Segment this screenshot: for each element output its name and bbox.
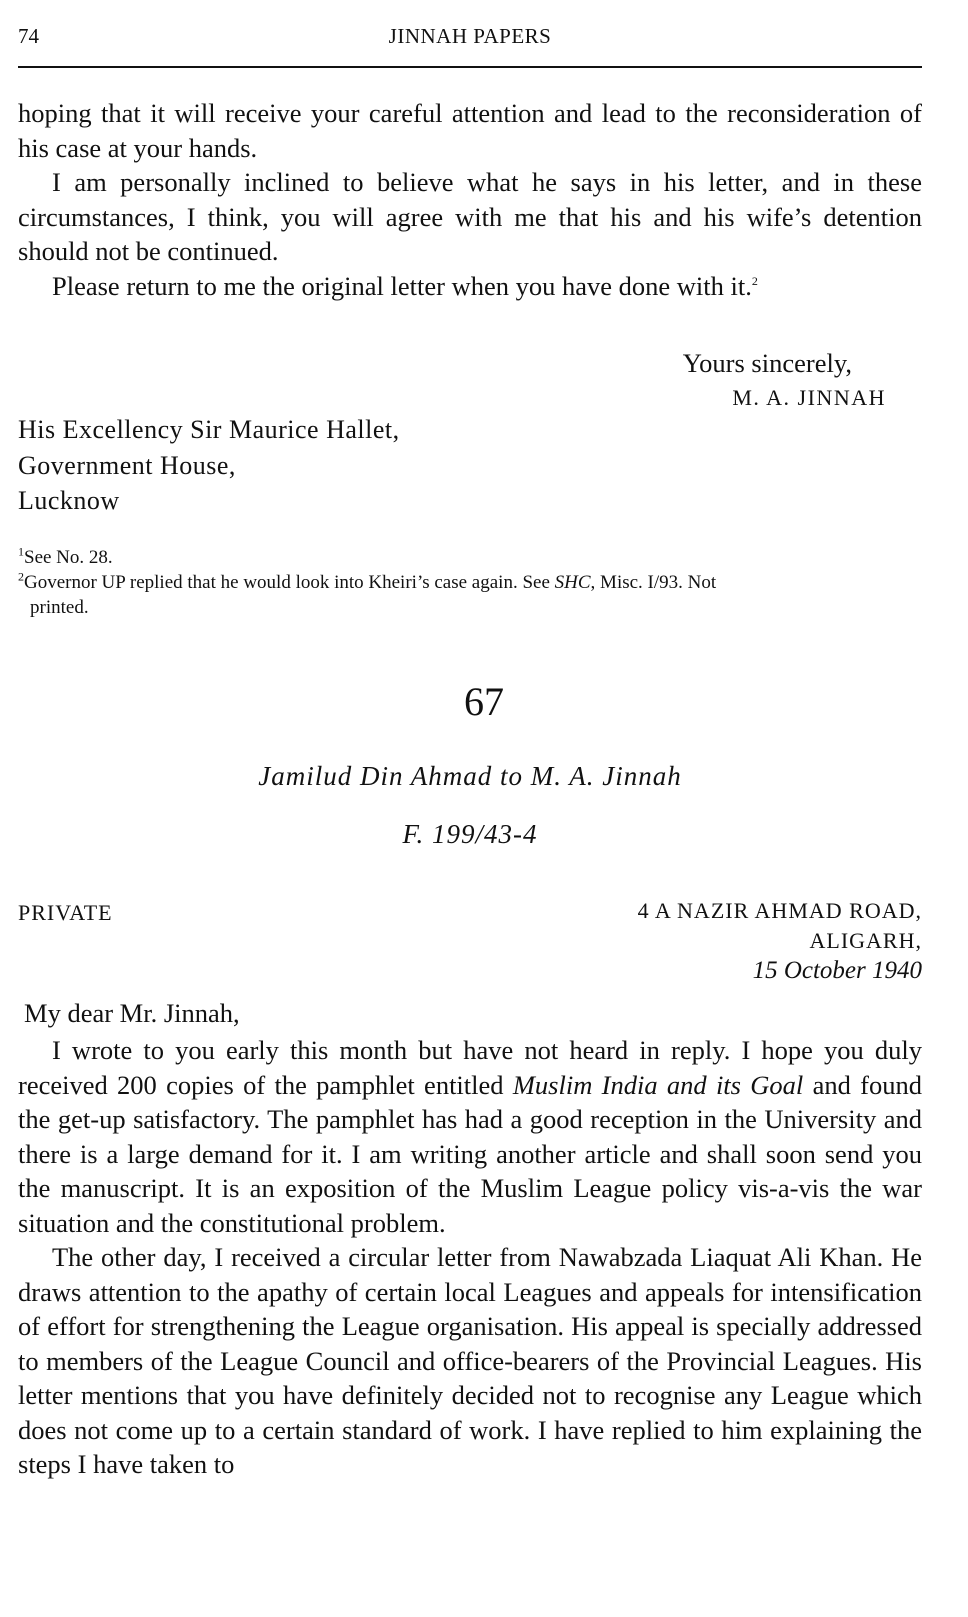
footnote-1-text: See No. 28.: [24, 547, 113, 568]
footnote-2-italic: SHC: [554, 572, 591, 593]
address-line-2: ALIGARH,: [809, 928, 922, 953]
document-title: Jamilud Din Ahmad to M. A. Jinnah: [258, 761, 682, 791]
footnote-1-mark: 1: [18, 544, 24, 559]
letter-paragraph-1-a: I wrote to you early this month but have not heard in reply. I hope you duly received 200 copies of the pamphlet entitled: [18, 1035, 922, 1100]
prev-paragraph-3-text: Please return to me the original letter when you have done with it.: [52, 270, 752, 301]
prev-paragraph-1: hoping that it will receive your careful attention and lead to the reconsideration of his case at your hands.: [18, 98, 922, 163]
classification-label: PRIVATE: [18, 900, 113, 925]
addressee-line-3: Lucknow: [18, 486, 120, 515]
document-number: 67: [464, 679, 504, 724]
footnote-2-continuation: printed.: [30, 597, 89, 618]
footnote-ref-2: 2: [751, 273, 758, 288]
page-number: 74: [18, 24, 39, 48]
addressee-block: [18, 412, 922, 519]
prev-paragraph-3: [18, 269, 922, 304]
signature-block: [18, 381, 886, 416]
document-reference: F. 199/43-4: [402, 819, 538, 849]
pamphlet-title: Muslim India and its Goal: [512, 1069, 804, 1100]
addressee-line-1: His Excellency Sir Maurice Hallet,: [18, 415, 400, 444]
running-title: JINNAH PAPERS: [388, 24, 552, 48]
letter-paragraph-1-b: and found the get-up satisfactory. The pamphlet has had a good reception in the University and there is a large demand for it. I am writing another article and shall soon send you the manuscript. It is an exposition of the Muslim League policy vis-a-vis the war situation and the constitutional problem.: [18, 1069, 922, 1238]
letter-body: [18, 1033, 922, 1482]
footnote-2-text-b: , Misc. I/93. Not: [590, 572, 717, 593]
letter-paragraph-2: The other day, I received a circular letter from Nawabzada Liaquat Ali Khan. He draws attention to the apathy of certain local Leagues and appeals for intensification of effort for strengthening the League organisation. His appeal is specially addressed to members of the League Council and office-bearers of the Provincial Leagues. His letter mentions that you have definitely decided not to recognise any League which does not come up to a certain standard of work. I have replied to him explaining the steps I have taken to: [18, 1242, 922, 1479]
signature: M. A. JINNAH: [732, 385, 886, 410]
closing-block: [18, 346, 852, 381]
footnote-1: [18, 545, 922, 570]
footnote-2-mark: 2: [18, 569, 24, 584]
previous-letter-body: [18, 96, 922, 303]
header-rule: [18, 66, 922, 68]
letter-date: 15 October 1940: [752, 957, 922, 984]
prev-paragraph-2: I am personally inclined to believe what he says in his letter, and in these circumstances, I think, you will agree with me that his and his wife’s detention should not be continued.: [18, 167, 922, 266]
sender-address: [638, 896, 922, 986]
letter-paragraph-1: [18, 1033, 922, 1240]
addressee-line-2: Government House,: [18, 450, 236, 480]
closing-phrase: Yours sincerely,: [682, 348, 852, 378]
footnote-2-text-a: Governor UP replied that he would look into Kheiri’s case again. See: [24, 572, 555, 593]
footnote-2: [18, 570, 922, 595]
salutation: My dear Mr. Jinnah,: [24, 998, 240, 1028]
footnotes: [18, 545, 922, 620]
running-header: [18, 20, 922, 54]
address-line-1: 4 A NAZIR AHMAD ROAD,: [637, 898, 922, 923]
